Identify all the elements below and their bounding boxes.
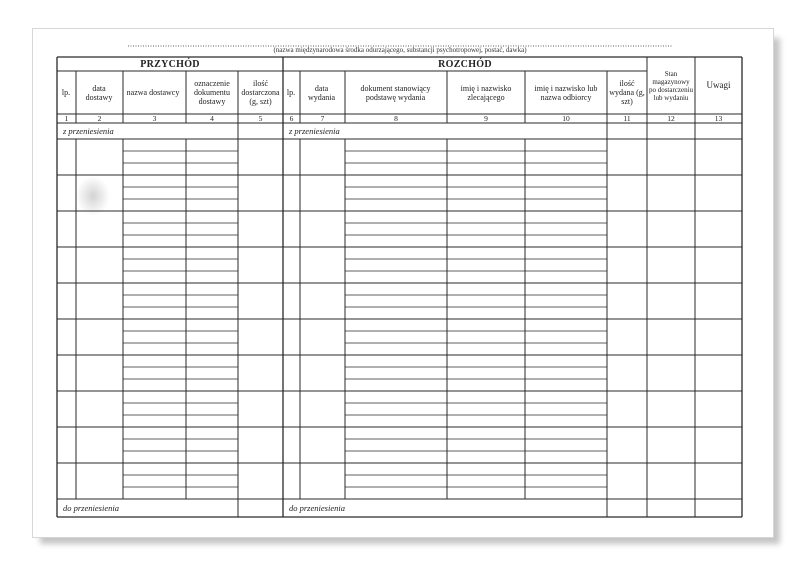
col-number: 13: [714, 114, 723, 123]
col-header-stan: Stan magazynowy po dostarczeniu lub wydaniu: [648, 69, 694, 102]
col-number: 1: [64, 114, 69, 123]
col-header-nazwa-dostawcy: nazwa dostawcy: [126, 88, 180, 97]
rozchod-header: ROZCHÓD: [438, 58, 492, 70]
col-number: 11: [623, 114, 631, 123]
col-header-ilosc-dostarczona: ilość dostarczona (g, szt): [241, 79, 280, 106]
col-header-uwagi: Uwagi: [706, 80, 731, 90]
col-header-data-dostawy: data dostawy: [85, 83, 113, 102]
col-number: 5: [258, 114, 263, 123]
col-number: 12: [667, 114, 675, 123]
col-number: 7: [320, 114, 325, 123]
col-header-ilosc-wydana: ilość wydana (g, szt): [609, 79, 645, 106]
col-header-zlecajacy: imię i nazwisko zlecającego: [460, 83, 512, 102]
z-przeniesienia-left: z przeniesienia: [63, 126, 114, 136]
col-number: 3: [152, 114, 157, 123]
do-przeniesienia-left: do przeniesienia: [63, 503, 119, 513]
col-header-lp-out: lp.: [286, 88, 296, 97]
col-number: 10: [562, 114, 570, 123]
col-number: 4: [210, 114, 214, 123]
col-number: 2: [97, 114, 102, 123]
przychod-header: PRZYCHÓD: [140, 58, 200, 70]
do-przeniesienia-right: do przeniesienia: [289, 503, 345, 513]
col-header-data-wydania: data wydania: [307, 83, 336, 102]
col-header-odbiorca: imię i nazwisko lub nazwa odbiorcy: [534, 83, 598, 102]
col-number: 8: [394, 114, 398, 123]
substance-caption: (nazwa międzynarodowa środka odurzającego, substancji psychotropowej, postać, dawka): [273, 46, 527, 54]
col-header-oznaczenie: oznaczenie dokumentu dostawy: [194, 79, 230, 106]
col-header-dokument: dokument stanowiący podstawę wydania: [360, 83, 431, 102]
z-przeniesienia-right: z przeniesienia: [289, 126, 340, 136]
col-header-lp-in: lp.: [61, 88, 71, 97]
col-number: 6: [289, 114, 294, 123]
col-number: 9: [484, 114, 488, 123]
